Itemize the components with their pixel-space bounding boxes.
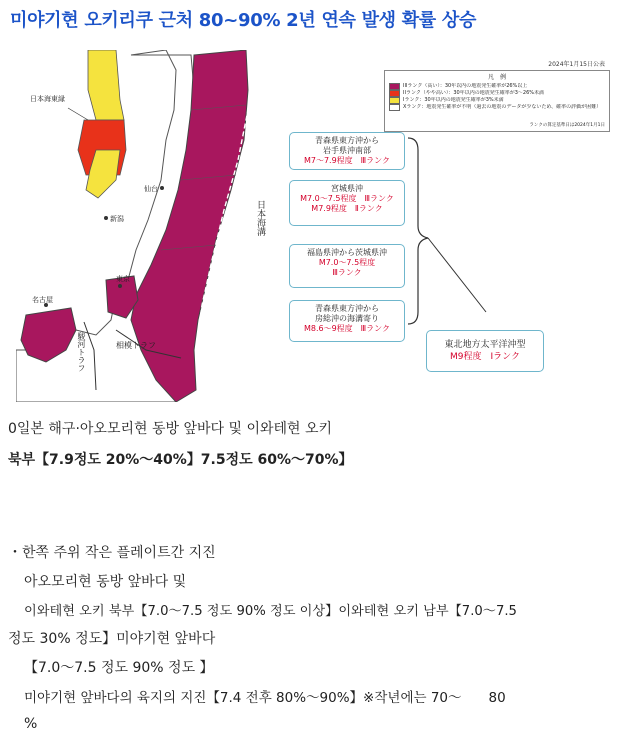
paragraph2-line5: 【7.0～7.5 정도 90% 정도 】: [24, 660, 214, 676]
zone-box-fukushima-ibaraki: 福島県沖から茨城県沖 M7.0～7.5程度 Ⅲランク: [289, 244, 405, 288]
zone-box-trench-side: 青森県東方沖から 房総沖の海溝寄り M8.6～9程度 Ⅲランク: [289, 300, 405, 342]
paragraph2-line7: %: [24, 716, 38, 732]
map-label-niigata: 新潟: [110, 215, 124, 223]
legend-date: 2024年1月15日公表: [548, 61, 605, 68]
paragraph2-line1: ・한쪽 주위 작은 플레이트간 지진: [8, 545, 216, 561]
map-label-japan-trench: 日本海溝: [255, 200, 265, 236]
earthquake-probability-figure: [16, 50, 616, 402]
legend-footnote: ランクの算定基準日は2024年1月1日: [529, 123, 605, 128]
legend-heading: 凡 例: [487, 74, 506, 81]
paragraph1-line1: 0일본 해구·아오모리현 동방 앞바다 및 이와테현 오키: [8, 421, 333, 437]
paragraph2-line3: 이와테현 오키 북부【7.0～7.5 정도 90% 정도 이상】이와테현 오키 남부【7.0～7.5: [24, 604, 517, 619]
map-label-suruga-trough: 駿河トラフ: [77, 332, 86, 372]
paragraph1-line2: 북부【7.9정도 20%～40%】7.5정도 60%～70%】: [8, 452, 353, 468]
map-label-japan-sea-east: 日本海東縁: [30, 95, 65, 103]
map-label-sendai: 仙台: [144, 185, 158, 193]
paragraph2-line2: 아오모리현 동방 앞바다 및: [24, 574, 187, 590]
legend-row: IIランク（やや高い）：30年以内の地震発生確率が3～26%未満: [389, 90, 605, 97]
zone-box-aomori-iwate: 青森県東方沖から 岩手県沖南部 M7～7.9程度 Ⅲランク: [289, 132, 405, 170]
map-label-tokyo: 東京: [116, 275, 130, 283]
article-title: 미야기현 오키리쿠 근처 80~90% 2년 연속 발생 확률 상승: [10, 10, 477, 31]
legend-box: [384, 61, 610, 132]
zone-box-miyagi: 宮城県沖 M7.0～7.5程度 Ⅲランク M7.9程度 Ⅱランク: [289, 180, 405, 226]
map-label-nagoya: 名古屋: [32, 296, 53, 304]
zone-box-tohoku-pacific: 東北地方太平洋沖型 M9程度 Ⅰランク: [426, 330, 544, 372]
legend-row: Xランク：地震発生確率が不明（過去の地震のデータが少ないため、確率の評価が困難）: [389, 104, 605, 111]
map-label-sagami-trough: 相模トラフ: [116, 341, 156, 350]
legend-row: IIIランク（高い）：30年以内の地震発生確率が26%以上: [389, 83, 605, 90]
legend-row: Iランク：30年以内の地震発生確率が3%未満: [389, 97, 605, 104]
paragraph2-line6: 미야기현 앞바다의 육지의 지진【7.4 전후 80%～90%】※작년에는 70～ 80: [24, 690, 506, 706]
paragraph2-line4: 정도 30% 정도】미야기현 앞바다: [8, 631, 216, 647]
